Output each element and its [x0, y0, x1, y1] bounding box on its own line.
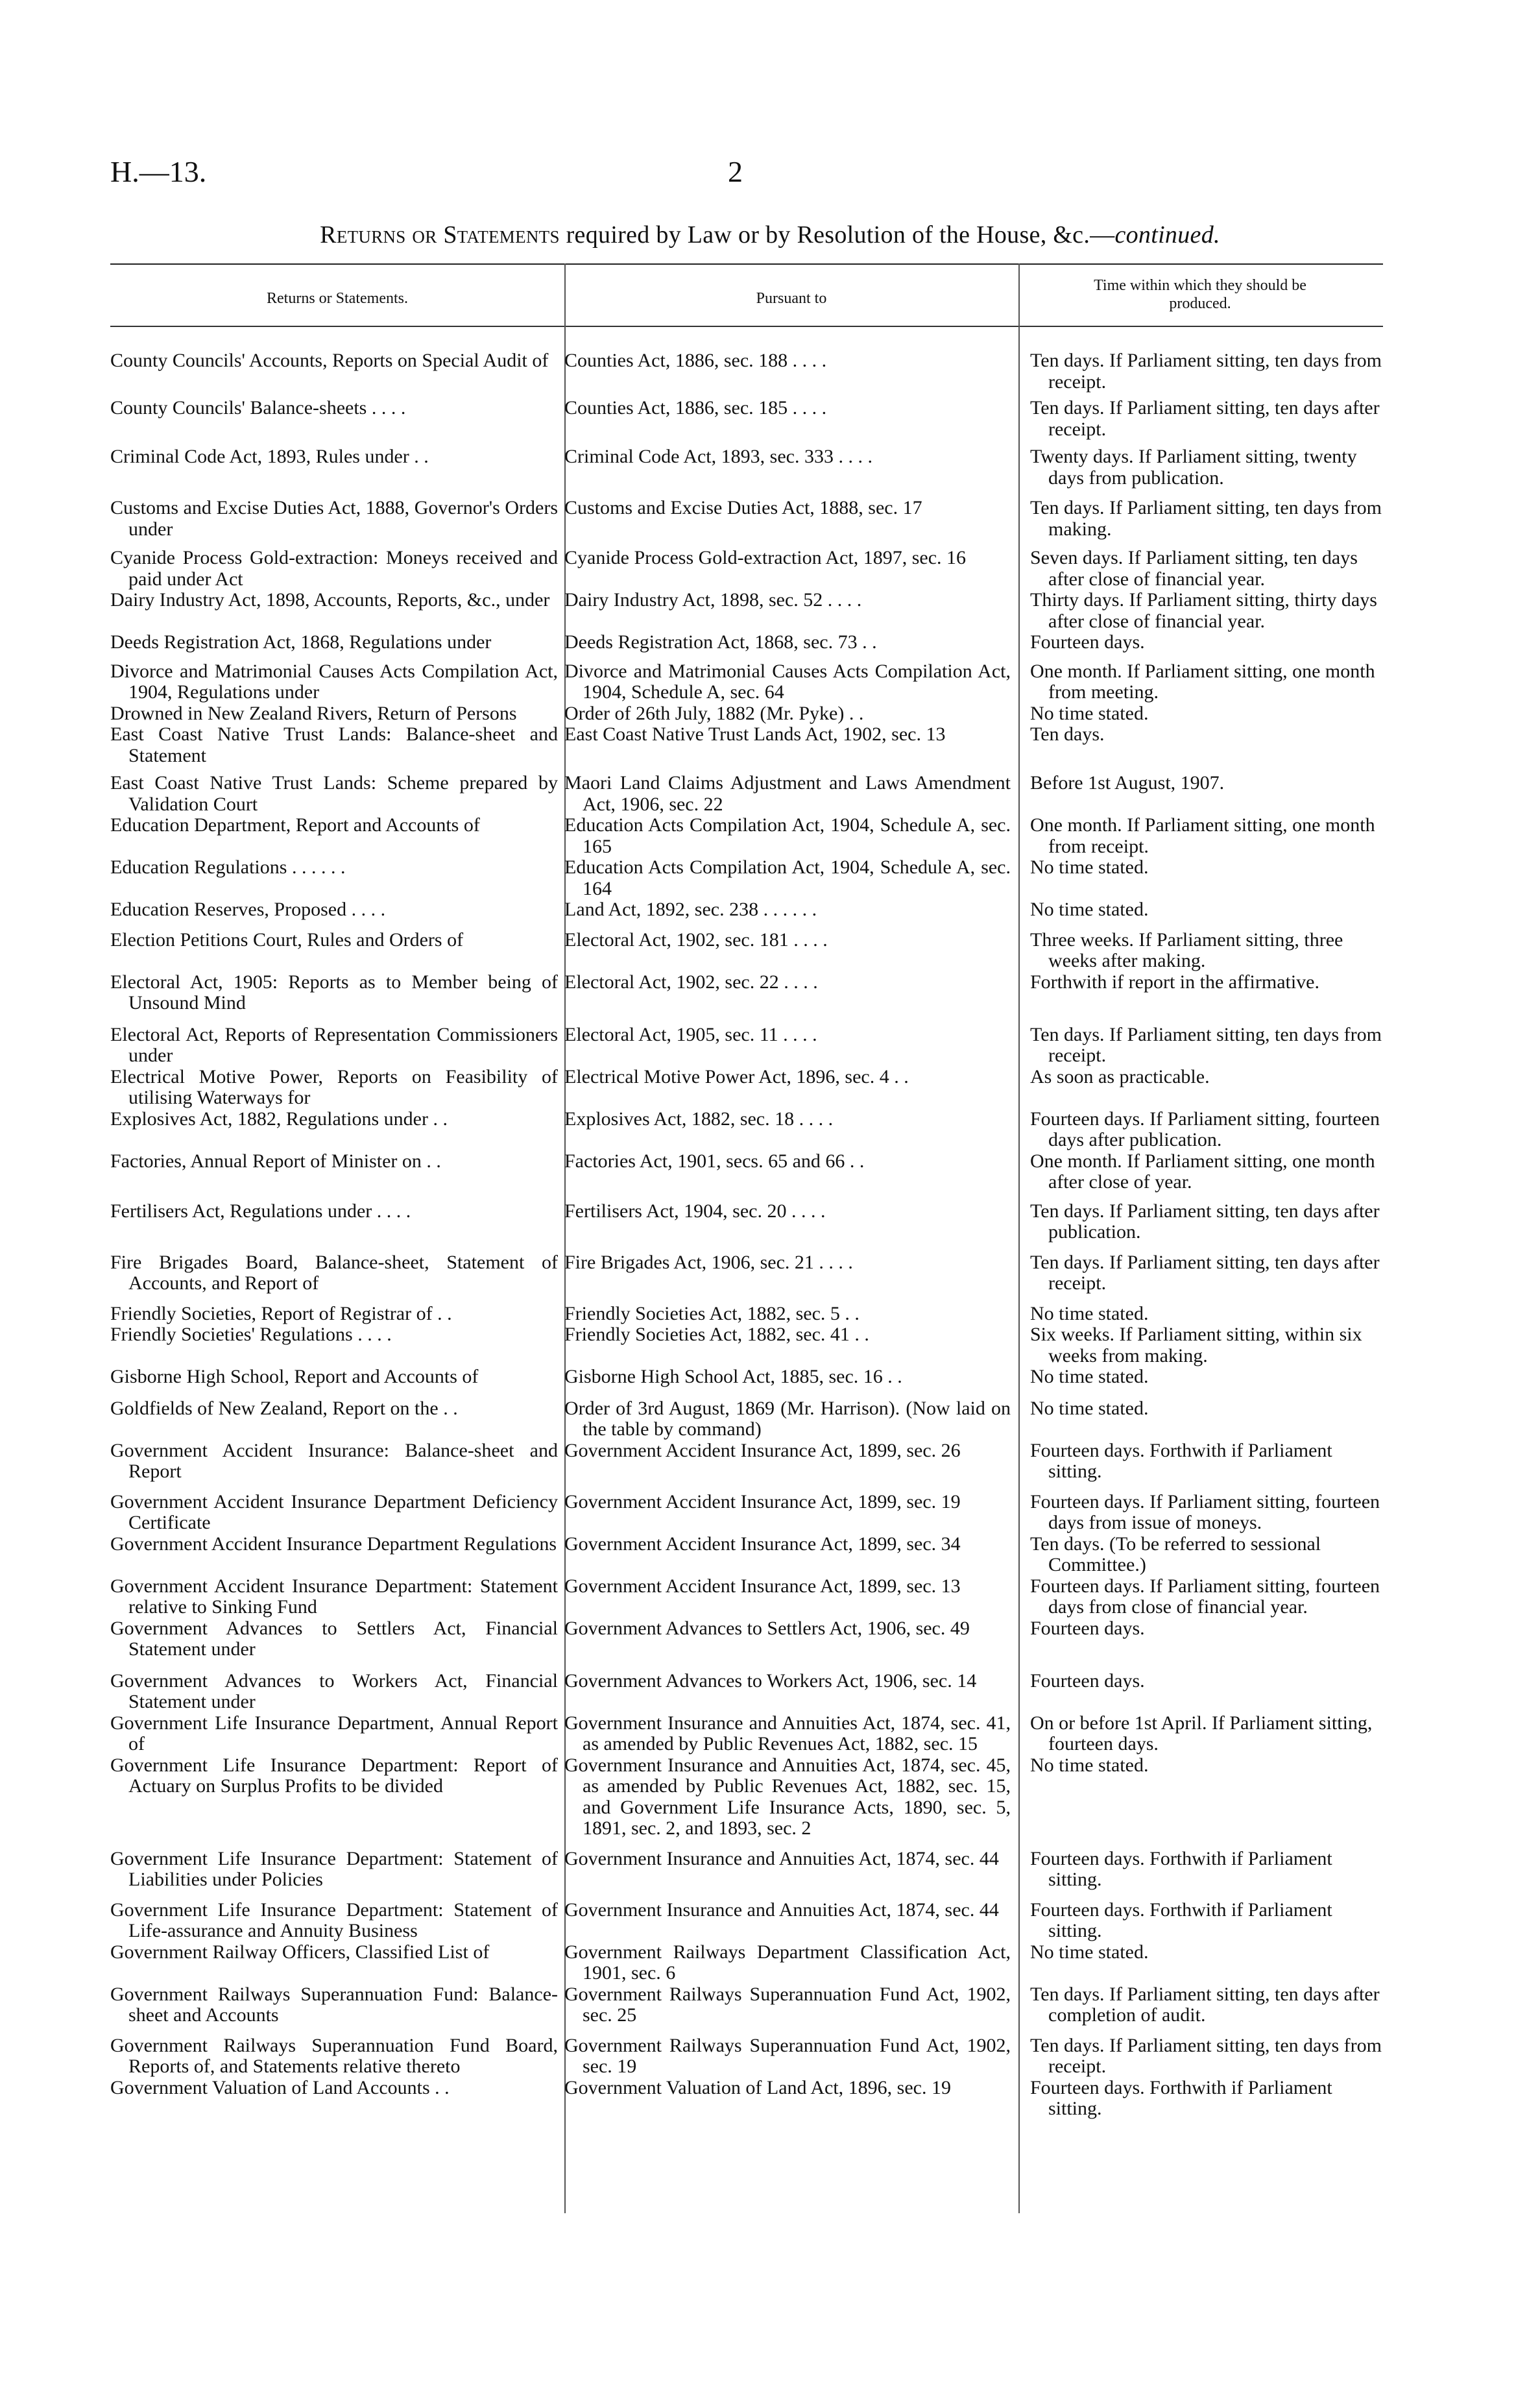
table-row [110, 724, 1383, 766]
pursuant-cell: Electoral Act, 1902, sec. 22 . . . . [564, 971, 818, 993]
table-row [110, 815, 1383, 857]
returns-cell: Government Life Insurance Department: Statement of Life-assurance and Annuity Business [110, 1899, 558, 1941]
time-cell: Fourteen days. Forthwith if Parliament sitting. [1030, 2076, 1332, 2119]
returns-cell: Government Accident Insurance Department Deficiency Certificate [110, 1490, 558, 1533]
time-cell: Ten days. If Parliament sitting, ten days from receipt. [1030, 350, 1382, 393]
time-cell: One month. If Parliament sitting, one month after close of year. [1030, 1150, 1375, 1193]
pursuant-cell: Government Accident Insurance Act, 1899, sec. 34 [564, 1533, 961, 1555]
time-cell: Twenty days. If Parliament sitting, twenty days from publication. [1030, 446, 1357, 489]
table-row [110, 703, 1383, 725]
table-row [110, 1324, 1383, 1366]
returns-cell: Divorce and Matrimonial Causes Acts Compilation Act, 1904, Regulations under [110, 660, 558, 703]
pursuant-cell: Government Advances to Workers Act, 1906, sec. 14 [564, 1669, 977, 1692]
returns-cell: Fire Brigades Board, Balance-sheet, Statement of Accounts, and Report of [110, 1251, 558, 1294]
returns-cell: Government Accident Insurance Department: Statement relative to Sinking Fund [110, 1575, 558, 1618]
table-row [110, 1067, 1383, 1109]
table-row [110, 590, 1383, 632]
returns-cell: Factories, Annual Report of Minister on . . [110, 1150, 441, 1172]
table-row [110, 1900, 1383, 1942]
pursuant-cell: Electoral Act, 1905, sec. 11 . . . . [564, 1023, 817, 1045]
table-title-caps: Returns or Statements [320, 221, 560, 249]
pursuant-cell: Government Accident Insurance Act, 1899, sec. 19 [564, 1490, 961, 1512]
pursuant-cell: Friendly Societies Act, 1882, sec. 5 . . [564, 1302, 860, 1324]
returns-cell: Friendly Societies' Regulations . . . . [110, 1324, 392, 1345]
returns-cell: Deeds Registration Act, 1868, Regulations under [110, 631, 492, 653]
table-row [110, 773, 1383, 815]
time-cell: Fourteen days. Forthwith if Parliament sitting. [1030, 1439, 1332, 1482]
pursuant-cell: Dairy Industry Act, 1898, sec. 52 . . . . [564, 589, 862, 611]
pursuant-cell: Customs and Excise Duties Act, 1888, sec. 17 [564, 497, 922, 518]
pursuant-cell: Government Insurance and Annuities Act, 1874, sec. 44 [564, 1899, 999, 1921]
table-row [110, 1755, 1383, 1839]
pursuant-cell: Government Accident Insurance Act, 1899, sec. 26 [564, 1439, 961, 1461]
time-cell: Seven days. If Parliament sitting, ten days after close of financial year. [1030, 547, 1358, 590]
pursuant-cell: Order of 3rd August, 1869 (Mr. Harrison). (Now laid on the table by command) [564, 1397, 1011, 1440]
time-cell: Six weeks. If Parliament sitting, within six weeks from making. [1030, 1324, 1362, 1366]
table-top-rule [110, 263, 1383, 265]
pursuant-cell: Explosives Act, 1882, sec. 18 . . . . [564, 1108, 834, 1130]
returns-cell: Explosives Act, 1882, Regulations under . . [110, 1108, 448, 1130]
column-header-pursuant: Pursuant to [756, 290, 827, 307]
pursuant-cell: Government Accident Insurance Act, 1899, sec. 13 [564, 1575, 961, 1597]
pursuant-cell: Order of 26th July, 1882 (Mr. Pyke) . . [564, 702, 864, 724]
time-cell: Fourteen days. If Parliament sitting, fourteen days after publication. [1030, 1108, 1380, 1150]
table-title-rest: required by Law or by Resolution of the House, &c.— [559, 221, 1115, 249]
time-cell: No time stated. [1030, 1941, 1149, 1963]
pursuant-cell: Maori Land Claims Adjustment and Laws Amendment Act, 1906, sec. 22 [564, 772, 1011, 815]
pursuant-cell: Government Railways Department Classification Act, 1901, sec. 6 [564, 1941, 1011, 1984]
time-cell: Fourteen days. Forthwith if Parliament sitting. [1030, 1847, 1332, 1890]
returns-cell: Electrical Motive Power, Reports on Feasibility of utilising Waterways for [110, 1065, 558, 1108]
time-cell: No time stated. [1030, 1397, 1149, 1419]
time-cell: One month. If Parliament sitting, one month from meeting. [1030, 660, 1375, 703]
table-row [110, 1942, 1383, 1984]
returns-cell: Government Railways Superannuation Fund Board, Reports of, and Statements relative thereto [110, 2034, 558, 2077]
returns-cell: Government Railways Superannuation Fund: Balance-sheet and Accounts [110, 1983, 558, 2026]
time-cell: Fourteen days. If Parliament sitting, fourteen days from issue of moneys. [1030, 1490, 1380, 1533]
table-row [110, 1252, 1383, 1294]
returns-cell: Criminal Code Act, 1893, Rules under . . [110, 446, 429, 467]
returns-cell: Education Reserves, Proposed . . . . [110, 899, 386, 920]
returns-cell: County Councils' Balance-sheets . . . . [110, 397, 406, 419]
time-cell: Forthwith if report in the affirmative. [1030, 971, 1320, 993]
pursuant-cell: Government Advances to Settlers Act, 1906, sec. 49 [564, 1617, 970, 1639]
returns-cell: East Coast Native Trust Lands: Scheme prepared by Validation Court [110, 772, 558, 815]
table-row [110, 1398, 1383, 1440]
table-row [110, 1849, 1383, 1891]
returns-cell: East Coast Native Trust Lands: Balance-sheet and Statement [110, 723, 558, 766]
pursuant-cell: Fertilisers Act, 1904, sec. 20 . . . . [564, 1200, 826, 1222]
pursuant-cell: Government Valuation of Land Act, 1896, sec. 19 [564, 2076, 951, 2098]
pursuant-cell: Government Insurance and Annuities Act, 1874, sec. 41, as amended by Public Revenues Act, 1882, sec. 15 [564, 1712, 1011, 1754]
table-row [110, 1025, 1383, 1067]
page-header [110, 154, 1408, 193]
pursuant-cell: Fire Brigades Act, 1906, sec. 21 . . . . [564, 1251, 853, 1273]
time-cell: Ten days. If Parliament sitting, ten days from receipt. [1030, 2034, 1382, 2077]
returns-cell: Customs and Excise Duties Act, 1888, Governor's Orders under [110, 497, 558, 540]
table-row [110, 498, 1383, 540]
pursuant-cell: Gisborne High School Act, 1885, sec. 16 . . [564, 1366, 902, 1387]
table-row [110, 1492, 1383, 1534]
table-row [110, 972, 1383, 1014]
time-cell: Thirty days. If Parliament sitting, thirty days after close of financial year. [1030, 589, 1377, 632]
column-header-returns: Returns or Statements. [267, 290, 408, 307]
pursuant-cell: Electrical Motive Power Act, 1896, sec. 4 . . [564, 1065, 909, 1087]
pursuant-cell: Counties Act, 1886, sec. 185 . . . . [564, 397, 827, 419]
table-row [110, 1366, 1383, 1388]
returns-cell: Dairy Industry Act, 1898, Accounts, Reports, &c., under [110, 589, 550, 611]
time-cell: Ten days. If Parliament sitting, ten days after receipt. [1030, 397, 1380, 440]
time-cell: Ten days. If Parliament sitting, ten days from making. [1030, 497, 1382, 540]
table-row [110, 398, 1383, 440]
table-title-continued: continued. [1114, 221, 1220, 249]
pursuant-cell: Cyanide Process Gold-extraction Act, 1897, sec. 16 [564, 547, 967, 568]
pursuant-cell: Land Act, 1892, sec. 238 . . . . . . [564, 899, 817, 920]
time-cell: No time stated. [1030, 702, 1149, 724]
returns-cell: Government Railway Officers, Classified List of [110, 1941, 490, 1963]
time-cell: No time stated. [1030, 1302, 1149, 1324]
table-row [110, 632, 1383, 653]
pursuant-cell: Factories Act, 1901, secs. 65 and 66 . . [564, 1150, 865, 1172]
time-cell: Three weeks. If Parliament sitting, three weeks after making. [1030, 928, 1343, 971]
page-reference: H.—13. [110, 155, 207, 188]
table-row [110, 857, 1383, 899]
pursuant-cell: Counties Act, 1886, sec. 188 . . . . [564, 350, 827, 371]
time-cell: Fourteen days. [1030, 1669, 1145, 1692]
time-cell: Ten days. If Parliament sitting, ten days after publication. [1030, 1200, 1380, 1243]
time-cell: No time stated. [1030, 856, 1149, 878]
pursuant-cell: Government Insurance and Annuities Act, 1874, sec. 44 [564, 1847, 999, 1869]
time-cell: Before 1st August, 1907. [1030, 772, 1225, 794]
table-row [110, 350, 1383, 393]
returns-cell: Government Accident Insurance: Balance-sheet and Report [110, 1439, 558, 1482]
table-row [110, 1109, 1383, 1151]
returns-cell: Government Advances to Settlers Act, Financial Statement under [110, 1617, 558, 1660]
table-row [110, 1304, 1383, 1325]
returns-cell: Election Petitions Court, Rules and Orders of [110, 928, 464, 951]
pursuant-cell: Criminal Code Act, 1893, sec. 333 . . . . [564, 446, 872, 467]
returns-cell: Cyanide Process Gold-extraction: Moneys received and paid under Act [110, 547, 558, 590]
time-cell: Fourteen days. [1030, 1617, 1145, 1639]
time-cell: Ten days. If Parliament sitting, ten days from receipt. [1030, 1023, 1382, 1066]
table-row [110, 930, 1383, 972]
table-row [110, 446, 1383, 489]
table-row [110, 1151, 1383, 1193]
time-cell: Fourteen days. If Parliament sitting, fourteen days from close of financial year. [1030, 1575, 1380, 1618]
returns-cell: Fertilisers Act, Regulations under . . . . [110, 1200, 411, 1222]
table-row [110, 548, 1383, 590]
pursuant-cell: Deeds Registration Act, 1868, sec. 73 . . [564, 631, 877, 653]
time-cell: Ten days. [1030, 723, 1105, 745]
time-cell: Fourteen days. [1030, 631, 1145, 653]
time-cell: Ten days. If Parliament sitting, ten days after completion of audit. [1030, 1983, 1380, 2026]
time-cell: No time stated. [1030, 1754, 1149, 1776]
pursuant-cell: Electoral Act, 1902, sec. 181 . . . . [564, 928, 828, 951]
pursuant-cell: Government Railways Superannuation Fund Act, 1902, sec. 19 [564, 2034, 1011, 2077]
time-cell: Fourteen days. Forthwith if Parliament sitting. [1030, 1899, 1332, 1941]
table-row [110, 1618, 1383, 1660]
returns-cell: Government Accident Insurance Department Regulations [110, 1533, 557, 1555]
pursuant-cell: Government Insurance and Annuities Act, 1874, sec. 45, as amended by Public Revenues Act, 1882, sec. 15, and Government Life Insurance Acts, 1890, sec. 5, 1891, sec. 2, and 1893, sec. 2 [564, 1754, 1011, 1839]
pursuant-cell: Government Railways Superannuation Fund Act, 1902, sec. 25 [564, 1983, 1011, 2026]
returns-cell: Goldfields of New Zealand, Report on the . . [110, 1397, 458, 1419]
table-row [110, 2035, 1383, 2078]
time-cell: Ten days. (To be referred to sessional Committee.) [1030, 1533, 1321, 1575]
time-cell: No time stated. [1030, 899, 1149, 920]
returns-cell: Government Advances to Workers Act, Financial Statement under [110, 1669, 558, 1712]
returns-cell: Electoral Act, 1905: Reports as to Member being of Unsound Mind [110, 971, 558, 1013]
time-cell: Ten days. If Parliament sitting, ten days after receipt. [1030, 1251, 1380, 1294]
table-row [110, 1534, 1383, 1576]
time-cell: No time stated. [1030, 1366, 1149, 1387]
table-row [110, 899, 1383, 921]
table-header-rule [110, 326, 1383, 327]
table-row [110, 1201, 1383, 1243]
returns-cell: Electoral Act, Reports of Representation Commissioners under [110, 1023, 558, 1066]
table-body [110, 350, 1383, 2120]
pursuant-cell: Friendly Societies Act, 1882, sec. 41 . . [564, 1324, 869, 1345]
table-row [110, 2078, 1383, 2120]
returns-cell: Education Regulations . . . . . . [110, 856, 346, 878]
table-row [110, 1576, 1383, 1618]
pursuant-cell: Education Acts Compilation Act, 1904, Schedule A, sec. 165 [564, 814, 1011, 857]
returns-cell: Friendly Societies, Report of Registrar of . . [110, 1302, 452, 1324]
returns-cell: Government Life Insurance Department, Annual Report of [110, 1712, 558, 1754]
table-row [110, 1713, 1383, 1755]
table-row [110, 1984, 1383, 2026]
time-cell: On or before 1st April. If Parliament sitting, fourteen days. [1030, 1712, 1373, 1754]
pursuant-cell: Education Acts Compilation Act, 1904, Schedule A, sec. 164 [564, 856, 1011, 899]
returns-cell: Government Life Insurance Department: Report of Actuary on Surplus Profits to be divided [110, 1754, 558, 1797]
time-cell: As soon as practicable. [1030, 1065, 1210, 1087]
table-row [110, 1440, 1383, 1483]
returns-cell: Education Department, Report and Accounts of [110, 814, 480, 836]
returns-cell: Government Life Insurance Department: Statement of Liabilities under Policies [110, 1847, 558, 1890]
pursuant-cell: Divorce and Matrimonial Causes Acts Compilation Act, 1904, Schedule A, sec. 64 [564, 660, 1011, 703]
page-number: 2 [728, 155, 743, 188]
table-title [0, 221, 1540, 249]
table-row [110, 1671, 1383, 1713]
time-cell: One month. If Parliament sitting, one month from receipt. [1030, 814, 1375, 857]
column-header-time: Time within which they should be produced. [1094, 277, 1306, 312]
returns-cell: Government Valuation of Land Accounts . . [110, 2076, 450, 2098]
table-row [110, 661, 1383, 703]
returns-cell: County Councils' Accounts, Reports on Special Audit of [110, 350, 549, 371]
pursuant-cell: East Coast Native Trust Lands Act, 1902, sec. 13 [564, 723, 946, 745]
returns-cell: Drowned in New Zealand Rivers, Return of Persons [110, 702, 517, 724]
returns-cell: Gisborne High School, Report and Accounts of [110, 1366, 479, 1387]
